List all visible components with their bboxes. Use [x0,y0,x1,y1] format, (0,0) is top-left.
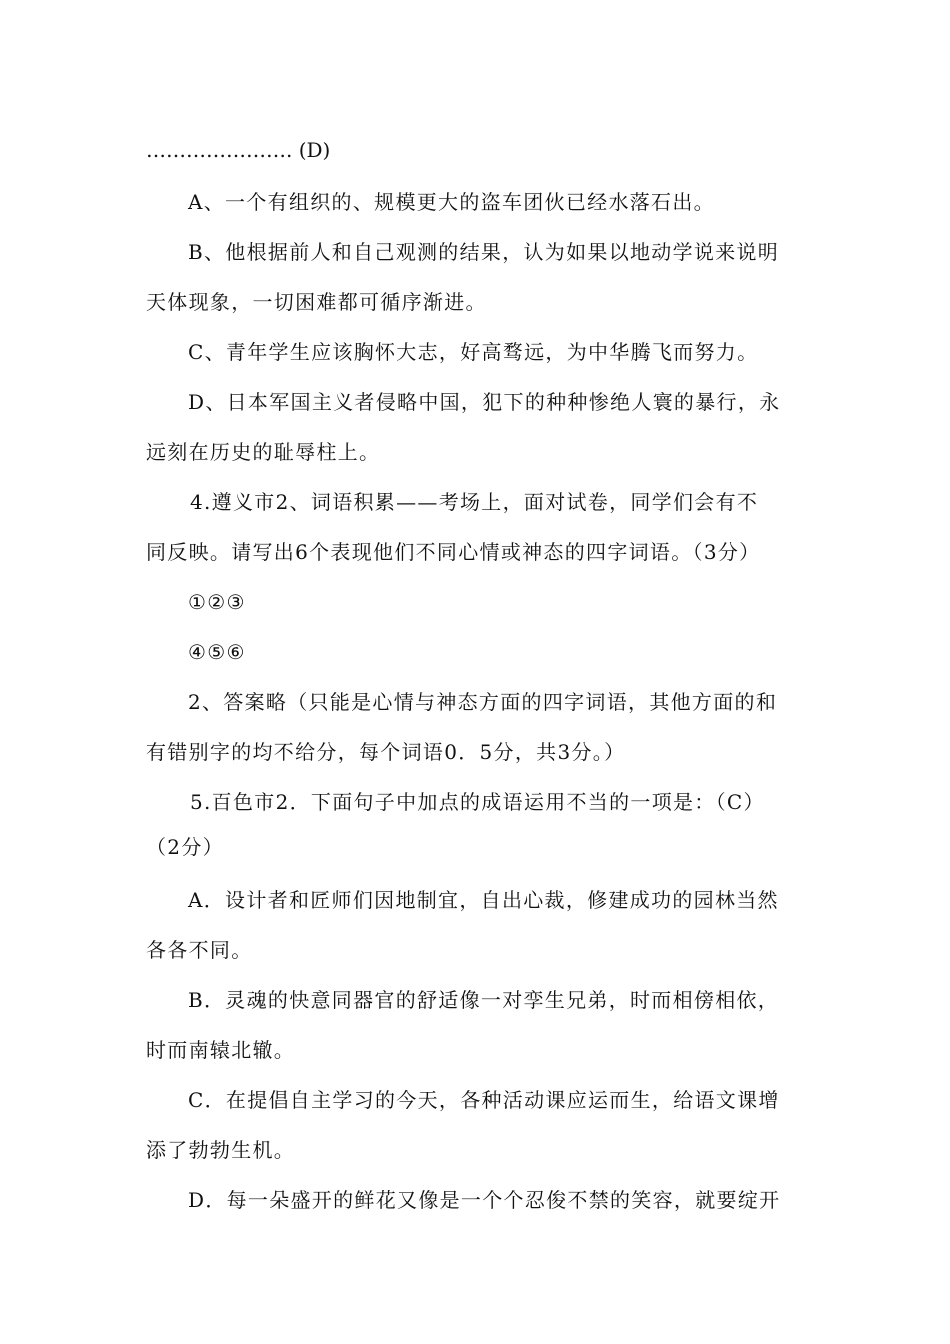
option-a-q5: A．设计者和匠师们因地制宜，自出心裁，修建成功的园林当然 [188,888,779,912]
blanks-1-3: ①②③ [188,590,246,614]
answer-note-continued: 有错别字的均不给分，每个词语0．5分，共3分。） [146,740,626,764]
option-c-q5-continued: 添了勃勃生机。 [146,1138,296,1162]
option-a-q5-continued: 各各不同。 [146,938,253,962]
option-a: A、一个有组织的、规模更大的盗车团伙已经水落石出。 [188,190,715,214]
option-b-q5: B．灵魂的快意同器官的舒适像一对孪生兄弟，时而相傍相依， [188,988,780,1012]
question-5-points: （2分） [146,835,224,859]
option-b: B、他根据前人和自己观测的结果，认为如果以地动学说来说明 [188,240,780,264]
answer-line: …………………. (D) [146,138,331,162]
question-4: 4.遵义市2、词语积累——考场上，面对试卷，同学们会有不 [190,490,759,514]
option-b-q5-continued: 时而南辕北辙。 [146,1038,296,1062]
option-d-q5: D．每一朵盛开的鲜花又像是一个个忍俊不禁的笑容，就要绽开 [188,1188,781,1212]
option-c: C、青年学生应该胸怀大志，好高骛远，为中华腾飞而努力。 [188,340,759,364]
blanks-4-6: ④⑤⑥ [188,640,246,664]
option-c-q5: C．在提倡自主学习的今天，各种活动课应运而生，给语文课增 [188,1088,780,1112]
option-d-continued: 远刻在历史的耻辱柱上。 [146,440,381,464]
answer-note: 2、答案略（只能是心情与神态方面的四字词语，其他方面的和 [188,690,778,714]
option-d: D、日本军国主义者侵略中国，犯下的种种惨绝人寰的暴行，永 [188,390,781,414]
option-b-continued: 天体现象，一切困难都可循序渐进。 [146,290,487,314]
question-5: 5.百色市2．下面句子中加点的成语运用不当的一项是：（C） [190,790,765,814]
question-4-continued: 同反映。请写出6个表现他们不同心情或神态的四字词语。（3分） [146,540,761,564]
